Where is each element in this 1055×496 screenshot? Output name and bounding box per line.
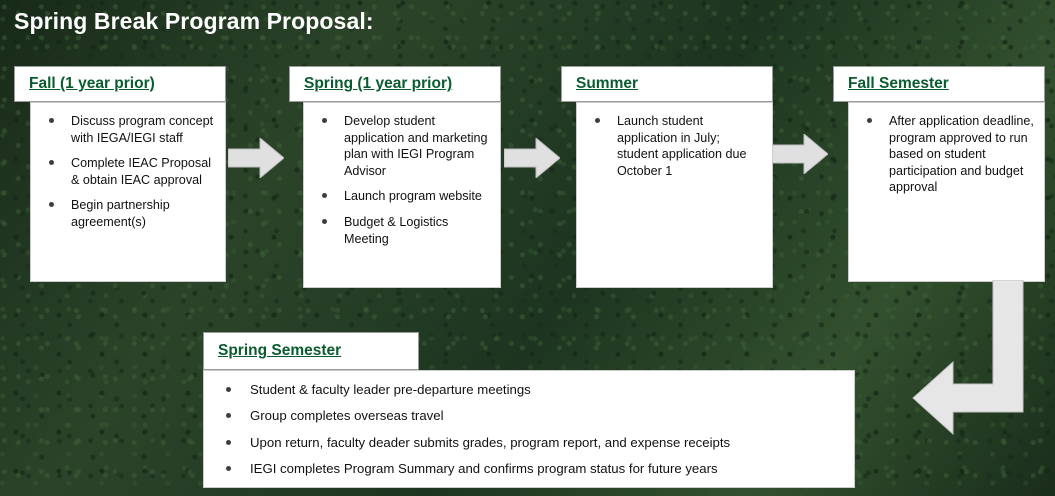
list-item: Complete IEAC Proposal & obtain IEAC approval	[41, 155, 217, 188]
column-body-summer	[576, 102, 773, 288]
column-header-label: Fall Semester	[848, 75, 949, 92]
column-header-label: Spring (1 year prior)	[304, 75, 453, 92]
list-item: After application deadline, program approved to run based on student participation and budget approval	[859, 113, 1036, 196]
column-header-spring-prior	[289, 66, 501, 102]
arrow-right-icon	[228, 138, 284, 178]
list-item: Budget & Logistics Meeting	[314, 214, 492, 247]
arrow-right-icon	[504, 138, 560, 178]
bullet-list	[587, 113, 764, 179]
bullet-list	[214, 381, 846, 478]
bullet-list	[41, 113, 217, 231]
column-header-fall-prior	[14, 66, 226, 102]
bullet-list	[314, 113, 492, 247]
list-item: Student & faculty leader pre-departure meetings	[214, 381, 846, 398]
arrow-elbow-left-icon	[905, 280, 1035, 440]
list-item: Launch student application in July; student application due October 1	[587, 113, 764, 179]
list-item: IEGI completes Program Summary and confirms program status for future years	[214, 460, 846, 477]
page-title: Spring Break Program Proposal:	[14, 8, 374, 34]
column-body-fall-prior	[30, 102, 226, 282]
column-header-label: Fall (1 year prior)	[29, 75, 155, 92]
list-item: Group completes overseas travel	[214, 407, 846, 424]
column-header-label: Spring Semester	[218, 342, 342, 359]
list-item: Upon return, faculty deader submits grades, program report, and expense receipts	[214, 434, 846, 451]
list-item: Launch program website	[314, 188, 492, 205]
list-item: Develop student application and marketing plan with IEGI Program Advisor	[314, 113, 492, 179]
list-item: Begin partnership agreement(s)	[41, 197, 217, 230]
column-body-fall-semester	[848, 102, 1045, 282]
column-header-fall-semester	[833, 66, 1045, 102]
bullet-list	[859, 113, 1036, 196]
arrow-right-icon	[772, 134, 828, 174]
list-item: Discuss program concept with IEGA/IEGI staff	[41, 113, 217, 146]
column-header-label: Summer	[576, 75, 639, 92]
column-header-spring-semester	[203, 332, 419, 370]
column-body-spring-semester	[203, 370, 855, 488]
column-header-summer	[561, 66, 773, 102]
column-body-spring-prior	[303, 102, 501, 288]
